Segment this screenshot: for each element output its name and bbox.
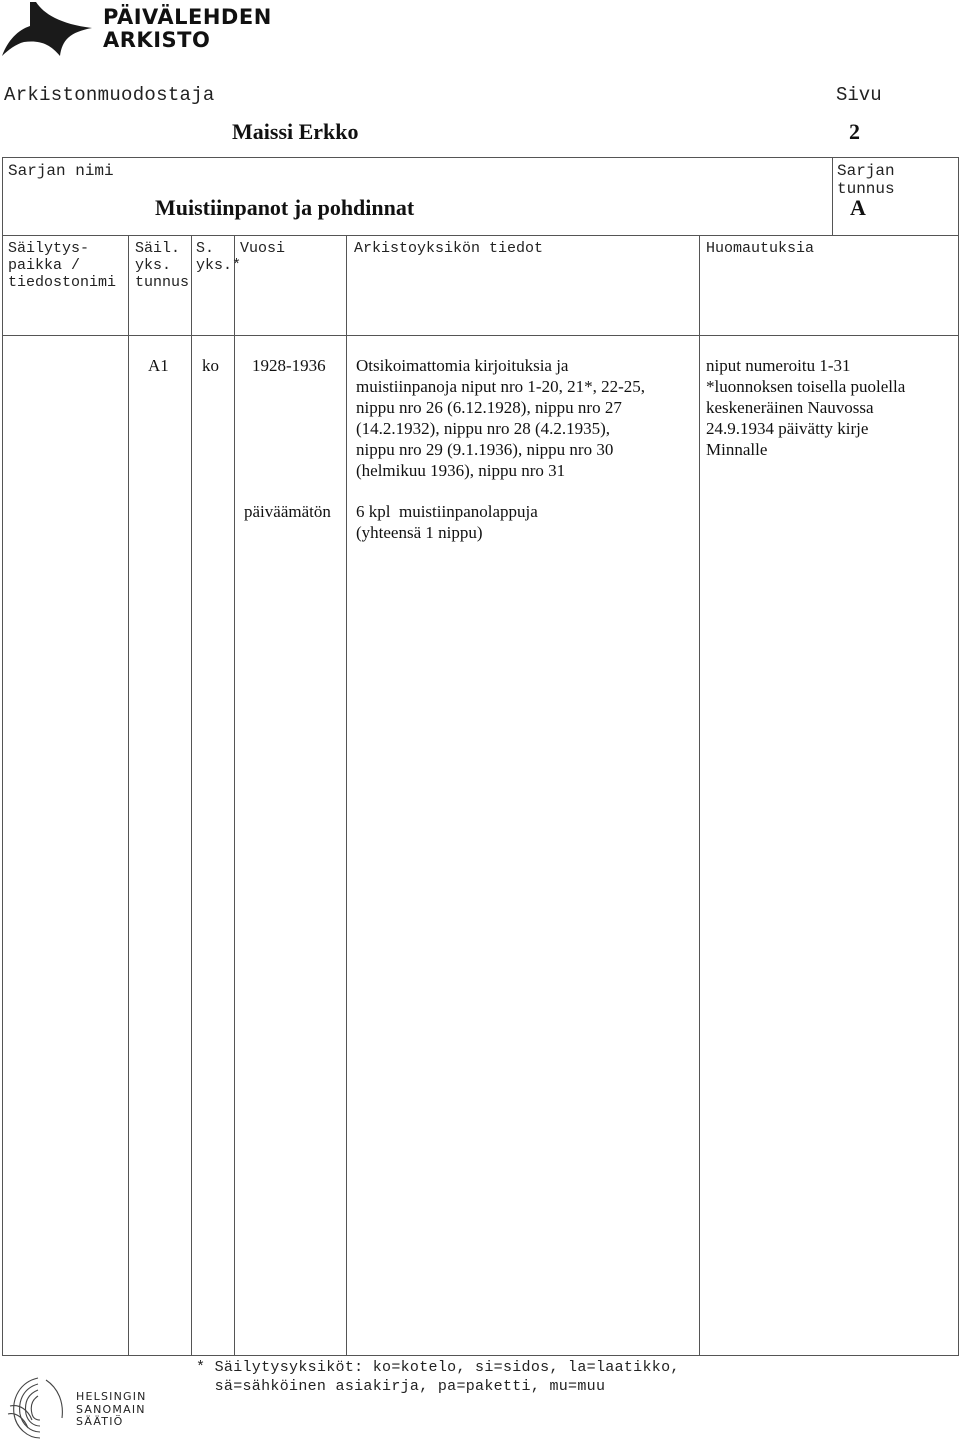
form-title: Arkistonmuodostaja: [4, 84, 215, 106]
row1-info: Otsikoimattomia kirjoituksia ja muistiinpanoja niput nro 1-20, 21*, 22-25, nippu nro 26 (6.12.1928), nippu nro 27 (14.2.1932), nippu nro 28 (4.2.1935), nippu nro 29 (9.1.1936), nippu nro 30 (helmikuu 1936), nippu nro 31: [356, 356, 645, 480]
row1-unit-type: ko: [202, 356, 219, 375]
series-top-rule: [2, 157, 958, 158]
col-divider-4: [346, 235, 347, 1356]
right-border: [958, 157, 959, 1356]
series-id-divider: [832, 157, 833, 236]
col-head-unit-id: Säil. yks. tunnus: [135, 240, 190, 291]
row2-year: päiväämätön: [244, 502, 331, 521]
columns-top-rule: [2, 235, 958, 236]
col-head-notes: Huomautuksia: [706, 240, 815, 257]
col-divider-3: [234, 235, 235, 1356]
col-head-unit-type: S. yks.*: [196, 240, 242, 274]
col-divider-2: [191, 235, 192, 1356]
page-number: 2: [849, 119, 860, 144]
foundation-logo-text: HELSINGIN SANOMAIN SÄÄTIÖ: [76, 1390, 147, 1428]
paivalehden-arkisto-logo-icon: [0, 0, 95, 58]
series-id-label: Sarjan tunnus: [837, 162, 895, 198]
col-head-location: Säilytys- paikka / tiedostonimi: [8, 240, 117, 291]
unit-type-legend: * Säilytysyksiköt: ko=kotelo, si=sidos, la=laatikko, sä=sähköinen asiakirja, pa=paketti, mu=muu: [196, 1359, 680, 1395]
logo-line2: ARKISTO: [103, 28, 211, 52]
col-divider-1: [128, 235, 129, 1356]
row2-info: 6 kpl muistiinpanolappuja (yhteensä 1 nippu): [356, 502, 538, 542]
series-id: A: [850, 195, 866, 220]
logo-line1: PÄIVÄLEHDEN: [103, 5, 272, 29]
header-bottom-rule: [2, 335, 958, 336]
series-name-label: Sarjan nimi: [8, 162, 114, 180]
row1-notes: niput numeroitu 1-31 *luonnoksen toisella puolella keskeneräinen Nauvossa 24.9.1934 päivätty kirje Minnalle: [706, 356, 906, 459]
series-name: Muistiinpanot ja pohdinnat: [155, 195, 415, 220]
table-bottom-rule: [2, 1355, 958, 1356]
left-border: [2, 157, 3, 1356]
row1-year: 1928-1936: [252, 356, 326, 375]
archive-logo-text: [103, 6, 272, 52]
row1-unit-id: A1: [148, 356, 169, 375]
page-label: Sivu: [836, 84, 882, 106]
col-head-year: Vuosi: [240, 240, 286, 257]
col-divider-5: [699, 235, 700, 1356]
helsingin-sanomain-saatio-logo-icon: [6, 1374, 70, 1442]
col-head-info: Arkistoyksikön tiedot: [354, 240, 544, 257]
creator-name: Maissi Erkko: [232, 119, 359, 144]
